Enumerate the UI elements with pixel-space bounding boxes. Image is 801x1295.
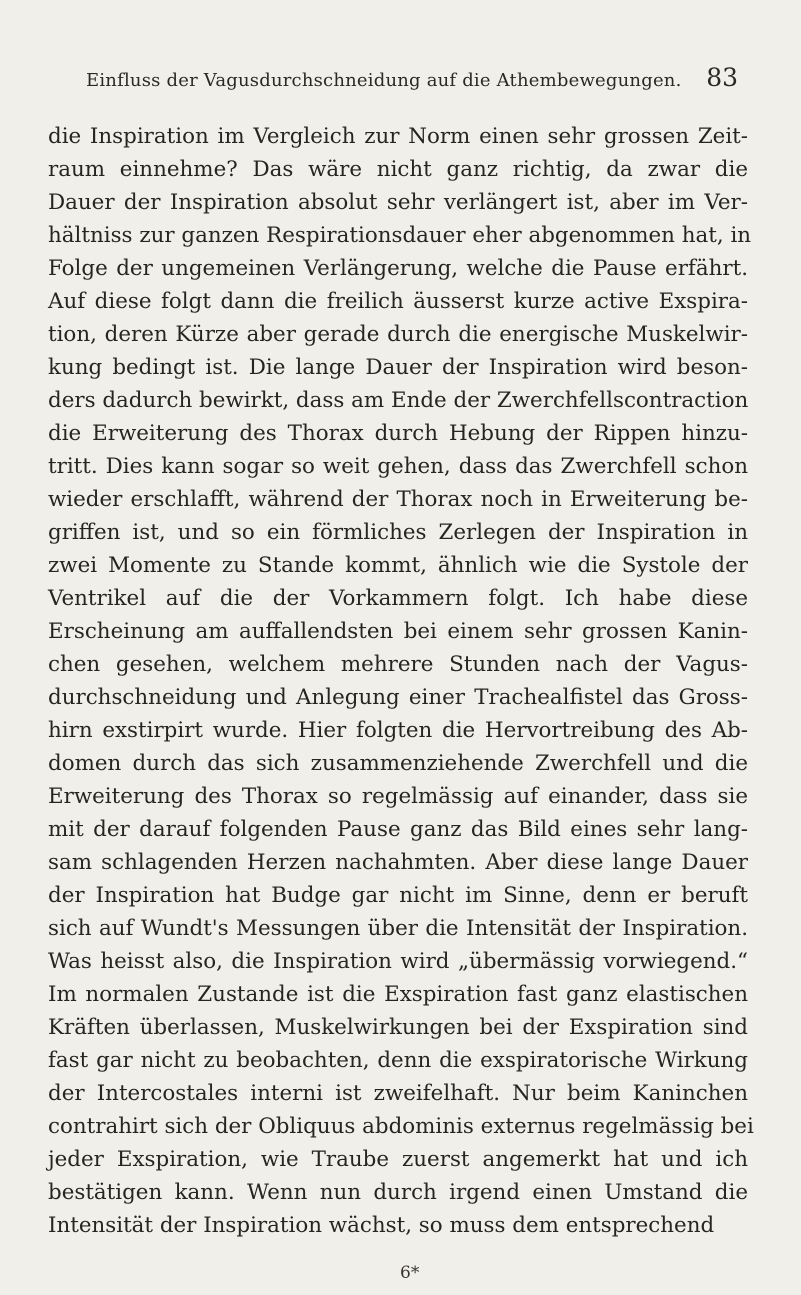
text-line: Ventrikel auf die der Vorkammern folgt. Ich habe diese — [48, 586, 748, 611]
text-line: griffen ist, und so ein förmliches Zerlegen der Inspiration in — [48, 520, 748, 545]
text-line: die Inspiration im Vergleich zur Norm einen sehr grossen Zeit- — [48, 124, 748, 149]
text-line: hältniss zur ganzen Respirationsdauer eher abgenommen hat, in — [48, 223, 752, 248]
text-line: durchschneidung und Anlegung einer Trachealfistel das Gross- — [48, 685, 748, 710]
text-line: sich auf Wundt's Messungen über die Intensität der Inspiration. — [48, 916, 748, 941]
signature-mark: 6* — [400, 1263, 420, 1283]
text-line: raum einnehme? Das wäre nicht ganz richtig, da zwar die — [48, 157, 748, 182]
text-line: der Inspiration hat Budge gar nicht im Sinne, denn er beruft — [48, 883, 748, 908]
text-line: Im normalen Zustande ist die Exspiration fast ganz elastischen — [48, 982, 748, 1007]
text-line: Auf diese folgt dann die freilich äusserst kurze active Exspira- — [48, 289, 748, 314]
text-line: bestätigen kann. Wenn nun durch irgend einen Umstand die — [48, 1180, 748, 1205]
text-line: der Intercostales interni ist zweifelhaft. Nur beim Kaninchen — [48, 1081, 748, 1106]
text-line: kung bedingt ist. Die lange Dauer der Inspiration wird beson- — [48, 355, 748, 380]
text-line: chen gesehen, welchem mehrere Stunden nach der Vagus- — [48, 652, 748, 677]
text-line: ders dadurch bewirkt, dass am Ende der Zwerchfellscontraction — [48, 388, 749, 413]
text-line: hirn exstirpirt wurde. Hier folgten die Hervortreibung des Ab- — [48, 718, 748, 743]
text-line: Erweiterung des Thorax so regelmässig auf einander, dass sie — [48, 784, 748, 809]
text-line: wieder erschlafft, während der Thorax noch in Erweiterung be- — [48, 487, 748, 512]
text-line: mit der darauf folgenden Pause ganz das Bild eines sehr lang- — [48, 817, 748, 842]
text-line: sam schlagenden Herzen nachahmten. Aber diese lange Dauer — [48, 850, 748, 875]
text-line: Intensität der Inspiration wächst, so muss dem entsprechend — [48, 1213, 715, 1238]
text-line: Erscheinung am auffallendsten bei einem sehr grossen Kanin- — [48, 619, 748, 644]
text-line: die Erweiterung des Thorax durch Hebung der Rippen hinzu- — [48, 421, 748, 446]
text-line: domen durch das sich zusammenziehende Zwerchfell und die — [48, 751, 748, 776]
running-title: Einfluss der Vagusdurchschneidung auf die Athembewegungen. — [86, 70, 682, 91]
text-line: Kräften überlassen, Muskelwirkungen bei der Exspiration sind — [48, 1015, 748, 1040]
text-line: tion, deren Kürze aber gerade durch die energische Muskelwir- — [48, 322, 748, 347]
text-line: zwei Momente zu Stande kommt, ähnlich wie die Systole der — [48, 553, 748, 578]
text-line: Folge der ungemeinen Verlängerung, welche die Pause erfährt. — [48, 256, 748, 281]
page-number: 83 — [706, 63, 738, 92]
text-line: fast gar nicht zu beobachten, denn die exspiratorische Wirkung — [48, 1048, 748, 1073]
text-line: Dauer der Inspiration absolut sehr verlängert ist, aber im Ver- — [48, 190, 748, 215]
text-line: jeder Exspiration, wie Traube zuerst angemerkt hat und ich — [48, 1147, 748, 1172]
text-line: Was heisst also, die Inspiration wird „übermässig vorwiegend.“ — [48, 949, 748, 974]
body-text — [48, 120, 754, 1242]
text-line: contrahirt sich der Obliquus abdominis externus regelmässig bei — [48, 1114, 754, 1139]
text-line: tritt. Dies kann sogar so weit gehen, dass das Zwerchfell schon — [48, 454, 748, 479]
